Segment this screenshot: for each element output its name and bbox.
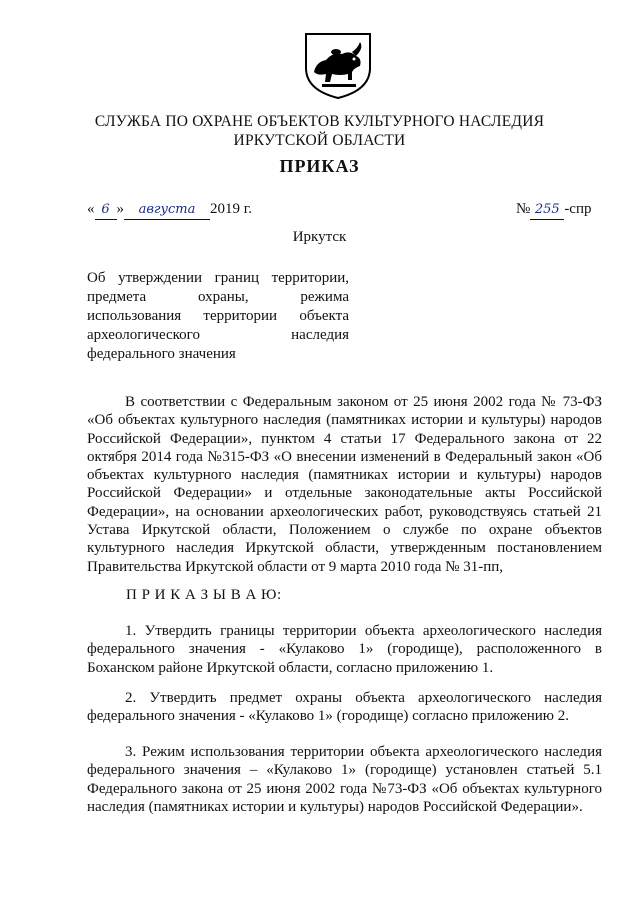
date-day: 6 [95, 203, 117, 220]
document-subject: Об утверждении границ территории, предмета охраны, режима использования территории объекта археологического наследия федерального значения [87, 270, 349, 362]
organization-name-line2: ИРКУТСКОЙ ОБЛАСТИ [233, 132, 406, 149]
date-year: 2019 г. [210, 201, 252, 217]
preamble-paragraph: В соответствии с Федеральным законом от 25 июня 2002 года № 73-ФЗ «Об объектах культурного наследия (памятниках истории и культуры) народов Российской Федерации», пунктом 4 статьи 17 Федерального закона от 22 октября 2014 года №315-ФЗ «О внесении изменений в Федеральный закон «Об объектах культурного наследия (памятниках истории и культуры) народов Российской Федерации» и отдельные законодательные акты Российской Федерации», на основании археологических работ, руководствуясь статьей 21 Устава Иркутской области, Положением о службе по охране объектов культурного наследия Иркутской области, утвержденным постановлением Правительства Иркутской области от 9 марта 2010 года № 31-пп, [87, 394, 602, 575]
order-word: П Р И К А З Ы В А Ю: [126, 587, 282, 603]
number-suffix: -спр [564, 201, 592, 217]
organization-name-line1: СЛУЖБА ПО ОХРАНЕ ОБЪЕКТОВ КУЛЬТУРНОГО НАСЛЕДИЯ [94, 113, 545, 130]
coat-of-arms-emblem [298, 28, 378, 100]
document-number [516, 201, 592, 220]
order-item-1: 1. Утвердить границы территории объекта археологического наследия федерального значения - «Кулаково 1» (городище), расположенного в Боханском районе Иркутской области, согласно приложению 1. [87, 623, 602, 676]
date-open-quote: « [87, 201, 95, 217]
number-value: 255 [530, 203, 564, 220]
document-date [87, 201, 252, 220]
order-item-3: 3. Режим использования территории объекта археологического наследия федерального значения – «Кулаково 1» (городище) установлен статьей 5.1 Федерального закона от 25 июня 2002 года №73-ФЗ «Об объектах культурного наследия (памятниках истории и культуры) народов Российской Федерации». [87, 744, 602, 815]
city: Иркутск [292, 229, 347, 245]
order-item-2: 2. Утвердить предмет охраны объекта археологического наследия федерального значения - «Кулаково 1» (городище) согласно приложению 2. [87, 690, 602, 725]
date-month: августа [124, 203, 210, 220]
document-title: ПРИКАЗ [279, 156, 360, 176]
date-close-quote: » [116, 201, 124, 217]
number-prefix: № [516, 201, 531, 217]
